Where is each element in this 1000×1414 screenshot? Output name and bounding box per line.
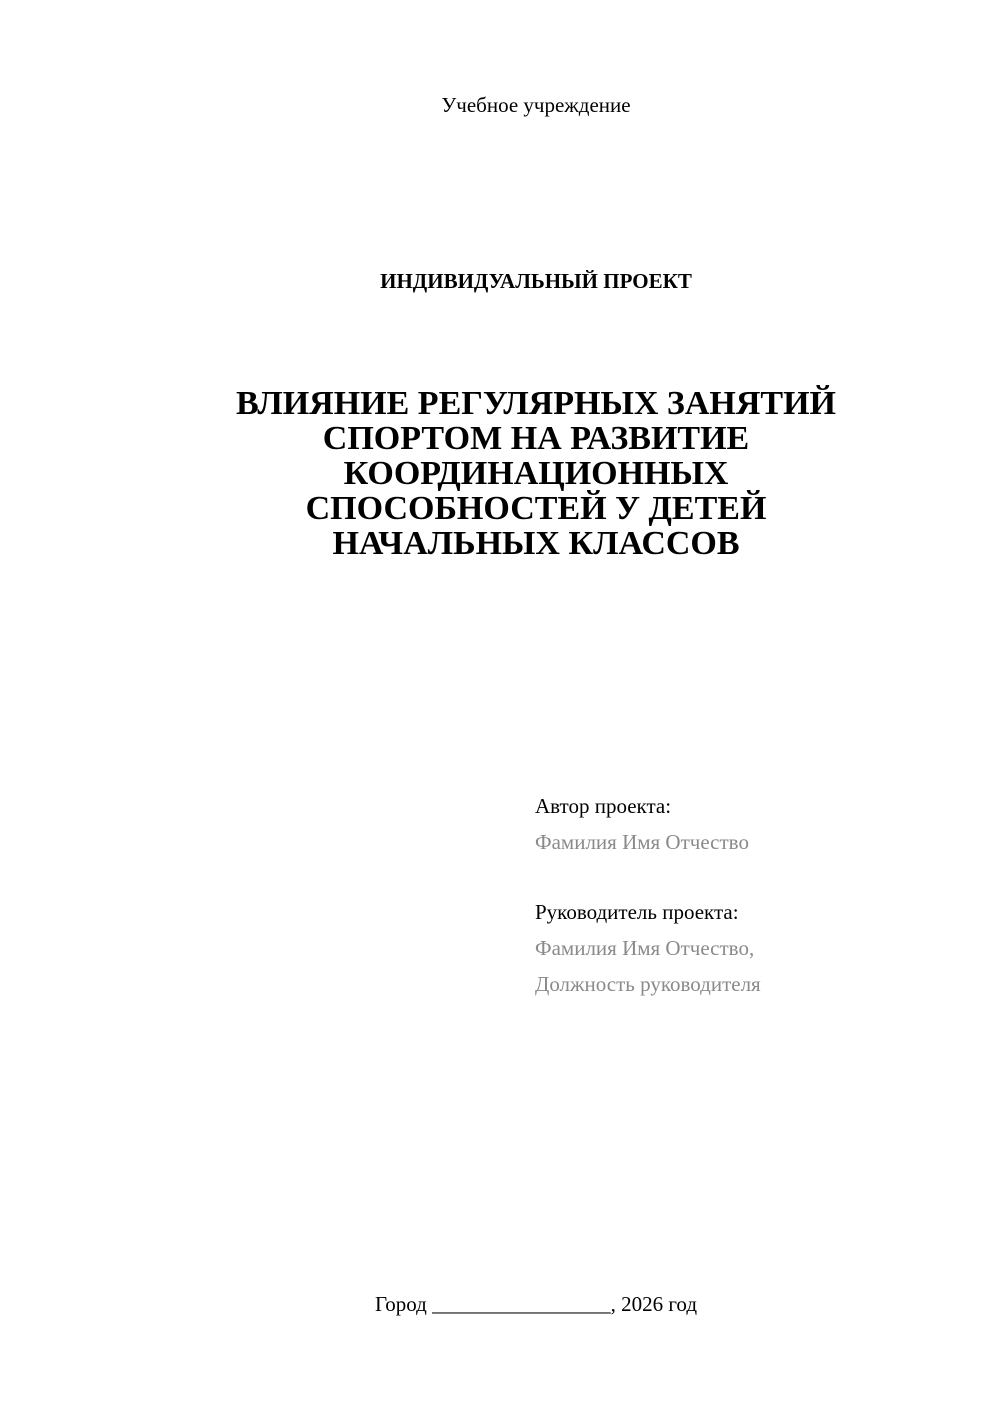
author-name: Фамилия Имя Отчество <box>535 830 749 854</box>
project-people-block <box>535 788 975 1002</box>
document-type: ИНДИВИДУАЛЬНЫЙ ПРОЕКТ <box>380 269 692 293</box>
city-year-line: Город _________________, 2026 год <box>374 1292 698 1316</box>
project-title <box>180 386 892 561</box>
supervisor-label: Руководитель проекта: <box>535 900 739 924</box>
supervisor-position: Должность руководителя <box>535 972 761 996</box>
institution-name: Учебное учреждение <box>441 93 631 117</box>
project-title-line: СПОРТОМ НА РАЗВИТИЕ <box>322 420 750 457</box>
project-title-line: ВЛИЯНИЕ РЕГУЛЯРНЫХ ЗАНЯТИЙ <box>236 385 836 422</box>
spacer <box>535 860 975 894</box>
project-title-line: СПОСОБНОСТЕЙ У ДЕТЕЙ <box>305 490 767 527</box>
author-label: Автор проекта: <box>535 794 672 818</box>
project-title-line: КООРДИНАЦИОННЫХ <box>343 455 729 492</box>
project-title-line: НАЧАЛЬНЫХ КЛАССОВ <box>332 525 740 562</box>
supervisor-name: Фамилия Имя Отчество, <box>535 936 755 960</box>
